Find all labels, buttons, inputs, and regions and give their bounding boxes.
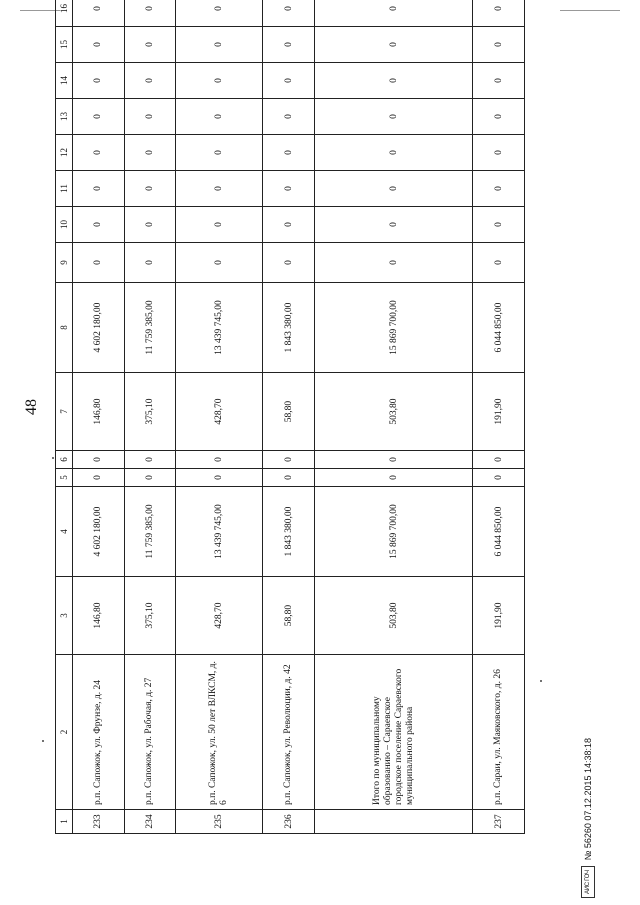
value-cell: 0 (124, 135, 176, 171)
data-table (55, 0, 525, 834)
address-cell: р.п. Сапожок, ул. Фрунзе, д. 24 (73, 655, 125, 810)
column-header: 6 (56, 451, 73, 469)
scan-edge (20, 10, 60, 11)
value-cell: 146,80 (73, 373, 125, 451)
value-cell: 0 (473, 135, 525, 171)
header-row (56, 0, 73, 834)
address-cell: р.п. Сараи, ул. Маяковского, д. 26 (473, 655, 525, 810)
value-cell: 0 (473, 99, 525, 135)
value-cell: 0 (263, 171, 315, 207)
value-cell: 191,90 (473, 373, 525, 451)
column-header: 9 (56, 243, 73, 283)
value-cell: 0 (473, 63, 525, 99)
value-cell: 0 (73, 207, 125, 243)
column-header: 4 (56, 487, 73, 577)
column-header: 11 (56, 171, 73, 207)
value-cell: 4 602 180,00 (73, 487, 125, 577)
column-header: 16 (56, 0, 73, 27)
value-cell: 0 (263, 243, 315, 283)
value-cell: 0 (315, 207, 473, 243)
value-cell: 0 (73, 0, 125, 27)
value-cell: 0 (263, 63, 315, 99)
table-row (73, 0, 125, 834)
page-number: 48 (23, 399, 40, 415)
row-number-cell: 233 (73, 810, 125, 834)
value-cell: 0 (263, 451, 315, 469)
table-row (263, 0, 315, 834)
value-cell: 4 602 180,00 (73, 283, 125, 373)
value-cell: 0 (124, 451, 176, 469)
value-cell: 0 (176, 207, 263, 243)
row-number-cell: 236 (263, 810, 315, 834)
value-cell: 0 (124, 0, 176, 27)
value-cell: 0 (176, 0, 263, 27)
value-cell: 15 869 700,00 (315, 487, 473, 577)
value-cell: 13 439 745,00 (176, 487, 263, 577)
column-header: 13 (56, 99, 73, 135)
column-header: 10 (56, 207, 73, 243)
table-frame (55, 4, 525, 834)
value-cell: 0 (263, 99, 315, 135)
value-cell: 0 (73, 63, 125, 99)
value-cell: 0 (73, 171, 125, 207)
value-cell: 0 (263, 135, 315, 171)
value-cell: 0 (124, 171, 176, 207)
value-cell: 0 (263, 207, 315, 243)
value-cell: 0 (473, 207, 525, 243)
column-header: 5 (56, 469, 73, 487)
column-header: 15 (56, 27, 73, 63)
value-cell: 0 (176, 135, 263, 171)
value-cell: 11 759 385,00 (124, 283, 176, 373)
table-row (176, 0, 263, 834)
registration-stamp (578, 738, 598, 898)
value-cell: 375,10 (124, 577, 176, 655)
value-cell: 13 439 745,00 (176, 283, 263, 373)
table-row (124, 0, 176, 834)
value-cell: 503,80 (315, 577, 473, 655)
scan-edge (560, 10, 620, 11)
column-header: 14 (56, 63, 73, 99)
value-cell: 0 (73, 135, 125, 171)
value-cell: 6 044 850,00 (473, 283, 525, 373)
table-row (315, 0, 473, 834)
value-cell: 11 759 385,00 (124, 487, 176, 577)
address-cell: р.п. Сапожок, ул. 50 лет ВЛКСМ, д. 6 (176, 655, 263, 810)
value-cell: 0 (473, 27, 525, 63)
stamp-text: № 56260 07.12.2015 14:38:18 (583, 738, 593, 861)
value-cell: 0 (73, 243, 125, 283)
value-cell: 0 (124, 99, 176, 135)
value-cell: 428,70 (176, 373, 263, 451)
value-cell: 0 (473, 451, 525, 469)
value-cell: 0 (124, 469, 176, 487)
value-cell: 0 (73, 27, 125, 63)
value-cell: 0 (263, 27, 315, 63)
value-cell: 0 (176, 63, 263, 99)
value-cell: 0 (315, 99, 473, 135)
scan-speck (52, 457, 54, 459)
value-cell: 1 843 380,00 (263, 487, 315, 577)
value-cell: 0 (315, 0, 473, 27)
value-cell: 503,80 (315, 373, 473, 451)
value-cell: 146,80 (73, 577, 125, 655)
value-cell: 0 (73, 99, 125, 135)
value-cell: 0 (315, 243, 473, 283)
value-cell: 0 (124, 63, 176, 99)
address-cell: р.п. Сапожок, ул. Революции, д. 42 (263, 655, 315, 810)
value-cell: 58,80 (263, 577, 315, 655)
value-cell: 0 (315, 469, 473, 487)
value-cell: 0 (315, 451, 473, 469)
value-cell: 0 (176, 451, 263, 469)
scan-speck (42, 740, 44, 742)
row-number-cell: 235 (176, 810, 263, 834)
value-cell: 0 (473, 243, 525, 283)
value-cell: 0 (263, 0, 315, 27)
value-cell: 0 (124, 27, 176, 63)
value-cell: 0 (473, 469, 525, 487)
value-cell: 0 (176, 99, 263, 135)
value-cell: 191,90 (473, 577, 525, 655)
value-cell: 0 (263, 469, 315, 487)
value-cell: 428,70 (176, 577, 263, 655)
scan-speck (540, 680, 542, 682)
address-cell: Итого по муниципальному образованию – Сараевское городское поселение Сараевского муниципального района (315, 655, 473, 810)
value-cell: 1 843 380,00 (263, 283, 315, 373)
value-cell: 0 (73, 451, 125, 469)
row-number-cell: 234 (124, 810, 176, 834)
row-number-cell (315, 810, 473, 834)
value-cell: 0 (176, 171, 263, 207)
value-cell: 0 (315, 135, 473, 171)
column-header: 1 (56, 810, 73, 834)
value-cell: 0 (176, 243, 263, 283)
value-cell: 15 869 700,00 (315, 283, 473, 373)
value-cell: 0 (473, 171, 525, 207)
table-row (473, 0, 525, 834)
value-cell: 0 (315, 27, 473, 63)
value-cell: 0 (315, 171, 473, 207)
value-cell: 0 (176, 469, 263, 487)
value-cell: 0 (73, 469, 125, 487)
value-cell: 6 044 850,00 (473, 487, 525, 577)
value-cell: 0 (473, 0, 525, 27)
row-number-cell: 237 (473, 810, 525, 834)
column-header: 8 (56, 283, 73, 373)
value-cell: 0 (315, 63, 473, 99)
column-header: 2 (56, 655, 73, 810)
value-cell: 0 (176, 27, 263, 63)
value-cell: 58,80 (263, 373, 315, 451)
stamp-logo: АИС ГОЧ (581, 866, 595, 898)
value-cell: 0 (124, 207, 176, 243)
value-cell: 0 (124, 243, 176, 283)
column-header: 3 (56, 577, 73, 655)
column-header: 7 (56, 373, 73, 451)
value-cell: 375,10 (124, 373, 176, 451)
column-header: 12 (56, 135, 73, 171)
address-cell: р.п. Сапожок, ул. Рабочая, д. 27 (124, 655, 176, 810)
